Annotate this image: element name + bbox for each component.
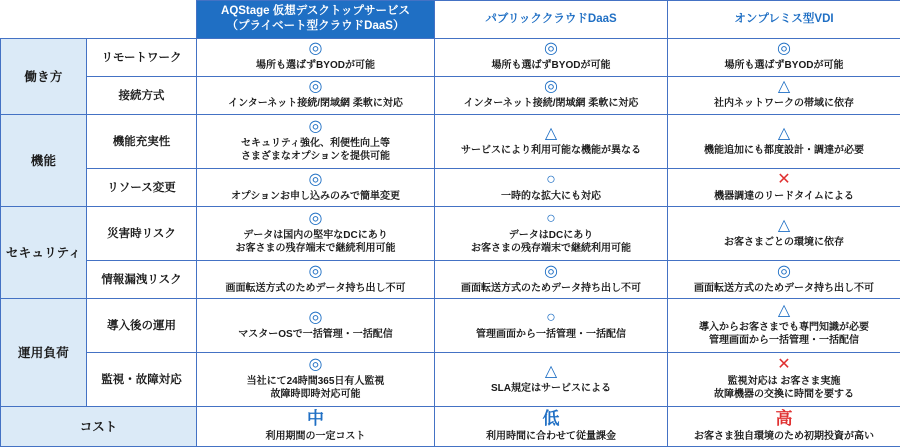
- cell-2-1-1: [435, 260, 668, 298]
- category-label-2: セキュリティ: [1, 206, 87, 298]
- row-label-2-0: 災害時リスク: [87, 206, 197, 260]
- cell-1-1-1: [435, 168, 668, 206]
- double-circle-icon: ◎: [308, 170, 323, 188]
- header-row: [1, 1, 900, 39]
- table-row: [1, 206, 900, 260]
- cost-note: お客さま独自環境のため初期投資が高い: [694, 430, 874, 442]
- table-row: [1, 260, 900, 298]
- category-label-1: 機能: [1, 114, 87, 206]
- column-header-aqstage: [197, 1, 435, 39]
- cell-2-0-1: [435, 206, 668, 260]
- row-label-2-1: 情報漏洩リスク: [87, 260, 197, 298]
- cell-0-1-0: [197, 76, 435, 114]
- cell-note: インターネット接続/閉域網 柔軟に対応: [463, 98, 639, 110]
- cell-note: 当社にて24時間365日有人監視 故障時即時対応可能: [246, 375, 385, 401]
- cost-cell-0: [197, 406, 435, 446]
- column-header-line1: AQStage 仮想デスクトップサービス: [221, 4, 410, 17]
- cell-note: 画面転送方式のためデータ持ち出し不可: [694, 282, 874, 294]
- cost-label: コスト: [1, 406, 197, 446]
- double-circle-icon: ◎: [308, 40, 323, 58]
- triangle-icon: △: [777, 78, 791, 96]
- column-header-public: [435, 1, 668, 39]
- cell-1-1-0: [197, 168, 435, 206]
- double-circle-icon: ◎: [308, 355, 323, 373]
- cell-3-0-2: [668, 298, 900, 352]
- cell-note: 導入からお客さまでも専門知識が必要 管理画面から一括管理・一括配信: [699, 321, 869, 347]
- cell-0-0-0: [197, 38, 435, 76]
- circle-icon: ○: [546, 170, 556, 188]
- cell-note: 社内ネットワークの帯域に依存: [714, 98, 854, 110]
- triangle-icon: △: [544, 124, 558, 142]
- triangle-icon: △: [544, 362, 558, 380]
- cell-1-0-0: [197, 114, 435, 168]
- cell-note: SLA規定はサービスによる: [491, 382, 611, 394]
- row-label-1-0: 機能充実性: [87, 114, 197, 168]
- cell-note: 管理画面から一括管理・一括配信: [476, 328, 626, 340]
- triangle-icon: △: [777, 124, 791, 142]
- cell-1-1-2: [668, 168, 900, 206]
- table-row: [1, 168, 900, 206]
- cell-1-0-1: [435, 114, 668, 168]
- cell-2-0-0: [197, 206, 435, 260]
- cost-cell-2: [668, 406, 900, 446]
- cell-note: お客さまごとの環境に依存: [724, 236, 844, 248]
- cost-value: 高: [775, 408, 793, 428]
- row-label-0-0: リモートワーク: [87, 38, 197, 76]
- column-header-line1: パブリッククラウドDaaS: [485, 12, 617, 25]
- cost-cell-1: [435, 406, 668, 446]
- table-row: [1, 352, 900, 406]
- double-circle-icon: ◎: [308, 209, 323, 227]
- cost-note: 利用時間に合わせて従量課金: [486, 430, 616, 442]
- double-circle-icon: ◎: [544, 262, 558, 280]
- cell-note: 画面転送方式のためデータ持ち出し不可: [461, 282, 641, 294]
- column-header-onprem: [668, 1, 900, 39]
- cost-value: 低: [542, 408, 560, 428]
- cell-note: インターネット接続/閉域網 柔軟に対応: [228, 98, 403, 110]
- column-header-line1: オンプレミス型VDI: [734, 12, 834, 25]
- cell-0-0-2: [668, 38, 900, 76]
- cell-note: オプションお申し込みのみで簡単変更: [230, 190, 401, 202]
- row-label-0-1: 接続方式: [87, 76, 197, 114]
- table-row: [1, 298, 900, 352]
- circle-icon: ○: [546, 209, 556, 227]
- double-circle-icon: ◎: [308, 262, 323, 280]
- cost-row: [1, 406, 900, 446]
- cell-0-0-1: [435, 38, 668, 76]
- cell-note: データは国内の堅牢なDCにあり お客さまの残存端末で継続利用可能: [235, 229, 396, 255]
- cell-2-0-2: [668, 206, 900, 260]
- cell-note: 一時的な拡大にも対応: [501, 190, 601, 202]
- category-label-0: 働き方: [1, 38, 87, 114]
- double-circle-icon: ◎: [544, 78, 558, 96]
- cost-note: 利用期間の一定コスト: [265, 430, 366, 442]
- table-row: [1, 76, 900, 114]
- row-label-3-1: 監視・故障対応: [87, 352, 197, 406]
- row-label-1-1: リソース変更: [87, 168, 197, 206]
- table-row: [1, 38, 900, 76]
- cell-3-0-1: [435, 298, 668, 352]
- cell-0-1-1: [435, 76, 668, 114]
- triangle-icon: △: [777, 216, 791, 234]
- cell-note: 場所も選ばずBYODが可能: [256, 60, 375, 72]
- double-circle-icon: ◎: [777, 40, 791, 58]
- cell-0-1-2: [668, 76, 900, 114]
- column-header-line2: （プライベート型クラウドDaaS）: [226, 20, 405, 33]
- double-circle-icon: ◎: [777, 262, 791, 280]
- cell-3-0-0: [197, 298, 435, 352]
- cost-value: 中: [307, 408, 324, 428]
- double-circle-icon: ◎: [308, 117, 323, 135]
- triangle-icon: △: [777, 301, 791, 319]
- cell-1-0-2: [668, 114, 900, 168]
- cell-note: 監視対応は お客さま実施 故障機器の交換に時間を要する: [714, 375, 854, 401]
- category-label-3: 運用負荷: [1, 298, 87, 406]
- double-circle-icon: ◎: [308, 308, 323, 326]
- double-circle-icon: ◎: [308, 78, 323, 96]
- cell-2-1-2: [668, 260, 900, 298]
- cell-note: 場所も選ばずBYODが可能: [724, 60, 844, 72]
- cell-3-1-0: [197, 352, 435, 406]
- cross-icon: ✕: [777, 170, 791, 188]
- cross-icon: ✕: [777, 355, 791, 373]
- cell-3-1-1: [435, 352, 668, 406]
- cell-note: 場所も選ばずBYODが可能: [491, 60, 611, 72]
- cell-note: 機器調達のリードタイムによる: [714, 190, 854, 202]
- cell-3-1-2: [668, 352, 900, 406]
- double-circle-icon: ◎: [544, 40, 558, 58]
- cell-note: サービスにより利用可能な機能が異なる: [461, 144, 641, 156]
- cell-note: 画面転送方式のためデータ持ち出し不可: [225, 282, 406, 294]
- circle-icon: ○: [546, 308, 556, 326]
- cell-note: 機能追加にも都度設計・調達が必要: [704, 144, 864, 156]
- cell-2-1-0: [197, 260, 435, 298]
- cell-note: マスターOSで一括管理・一括配信: [238, 328, 393, 340]
- cell-note: セキュリティ強化、利便性向上等 さまざまなオプションを提供可能: [240, 137, 391, 163]
- row-label-3-0: 導入後の運用: [87, 298, 197, 352]
- table-row: [1, 114, 900, 168]
- header-corner: [1, 1, 197, 39]
- cell-note: データはDCにあり お客さまの残存端末で継続利用可能: [471, 229, 631, 255]
